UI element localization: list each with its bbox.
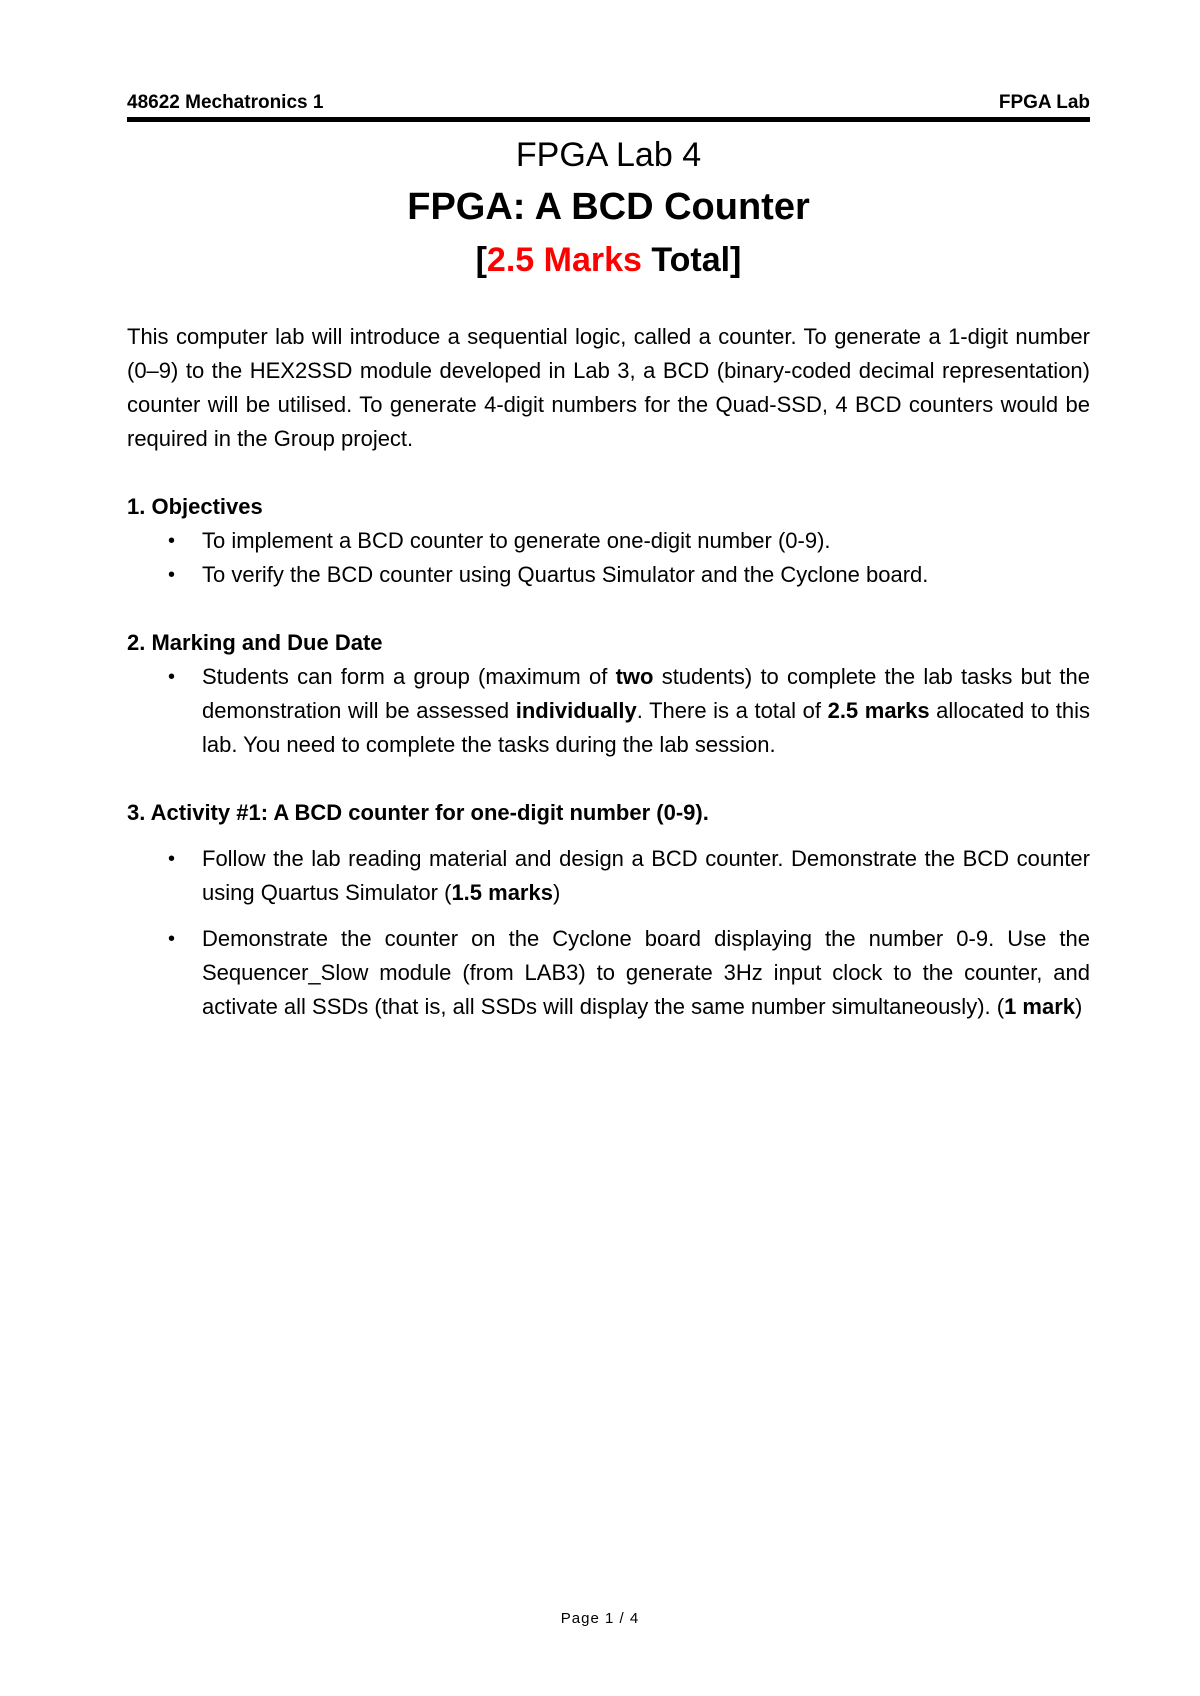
- marks-open-bracket: [: [475, 241, 487, 279]
- lab-label: FPGA Lab: [998, 92, 1090, 113]
- header-rule: [127, 117, 1090, 122]
- list-item: • Follow the lab reading material and design a BCD counter. Demonstrate the BCD counter using Quartus Simulator (1.5 marks): [127, 842, 1090, 910]
- bullet-icon: •: [168, 564, 176, 586]
- list-item: • Demonstrate the counter on the Cyclone board displaying the number 0-9. Use the Sequencer_Slow module (from LAB3) to generate 3Hz input clock to the counter, and activate all SSDs (that is, all SSDs will display the same number simultaneously). (1 mark): [127, 922, 1090, 1024]
- title-block: [127, 132, 1090, 284]
- marks-total: [127, 236, 1090, 284]
- list-item: • To implement a BCD counter to generate one-digit number (0-9).: [127, 524, 1090, 558]
- activity-list: [127, 842, 1090, 1024]
- marking-heading: 2. Marking and Due Date: [127, 630, 383, 655]
- bullet-icon: •: [168, 928, 176, 950]
- page-header: [127, 92, 1090, 114]
- bullet-icon: •: [168, 848, 176, 870]
- document-body: [127, 320, 1090, 1024]
- marking-list: [127, 660, 1090, 762]
- intro-paragraph: This computer lab will introduce a sequential logic, called a counter. To generate a 1-digit number (0–9) to the HEX2SSD module developed in Lab 3, a BCD (binary-coded decimal representation) counter will be utilised. To generate 4-digit numbers for the Quad-SSD, 4 BCD counters would be required in the Group project.: [127, 324, 1090, 451]
- bullet-icon: •: [168, 666, 176, 688]
- activity-heading: 3. Activity #1: A BCD counter for one-digit number (0-9).: [127, 800, 709, 825]
- marks-value: 2.5 Marks: [486, 241, 642, 279]
- objectives-list: [127, 524, 1090, 592]
- lab-main-title: FPGA: A BCD Counter: [407, 186, 810, 228]
- page-footer: Page 1 / 4: [560, 1610, 640, 1627]
- list-item: • To verify the BCD counter using Quartus Simulator and the Cyclone board.: [127, 558, 1090, 592]
- marks-total-label: Total]: [641, 241, 742, 279]
- list-item: • Students can form a group (maximum of two students) to complete the lab tasks but the demonstration will be assessed individually. There is a total of 2.5 marks allocated to this lab. You need to complete the tasks during the lab session.: [127, 660, 1090, 762]
- bullet-icon: •: [168, 530, 176, 552]
- lab-number-title: FPGA Lab 4: [515, 136, 702, 174]
- objectives-heading: 1. Objectives: [127, 494, 263, 519]
- course-label: 48622 Mechatronics 1: [127, 92, 324, 113]
